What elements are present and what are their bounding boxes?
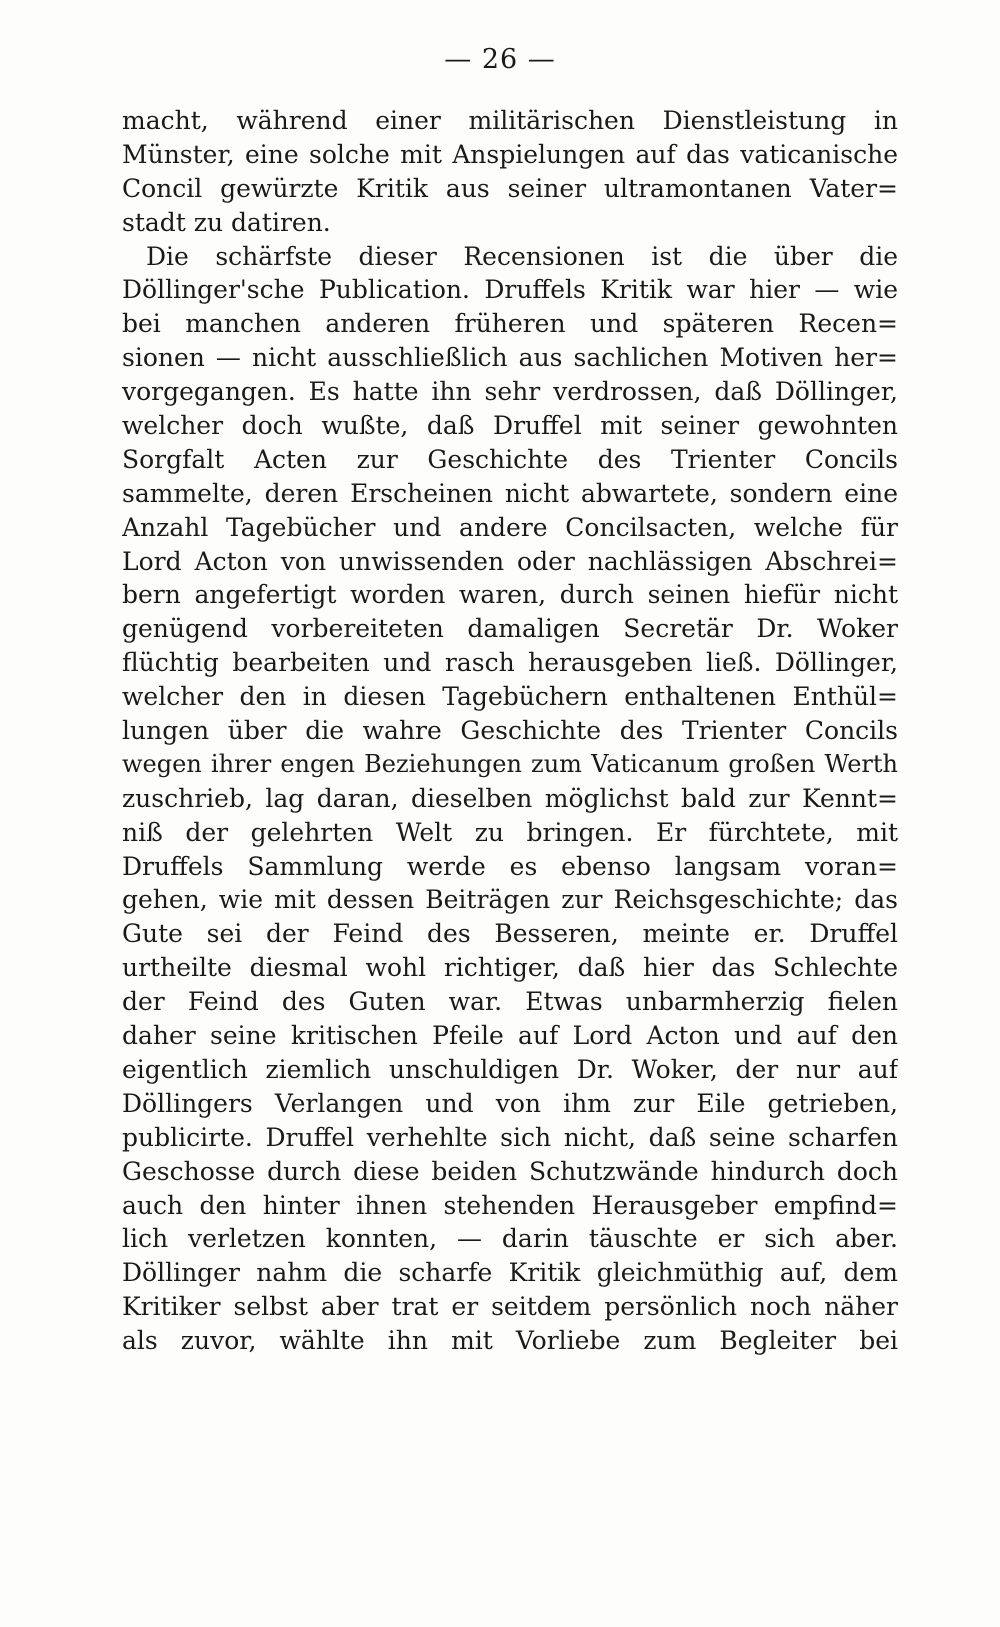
text-line: eigentlich ziemlich unschuldigen Dr. Woker, der nur auf (122, 1054, 898, 1084)
text-line: gehen, wie mit dessen Beiträgen zur Reichsgeschichte; das (122, 885, 898, 915)
text-line: macht, während einer militärischen Dienstleistung in (122, 106, 898, 135)
text-line: Kritiker selbst aber trat er seitdem persönlich noch näher (122, 1292, 898, 1322)
text-line: der Feind des Guten war. Etwas unbarmherzig fielen (122, 987, 898, 1017)
text-line: sionen — nicht ausschließlich aus sachlichen Motiven her= (122, 343, 898, 373)
text-line: Geschosse durch diese beiden Schutzwände hindurch doch (122, 1156, 898, 1186)
text-line: als zuvor, wählte ihn mit Vorliebe zum Begleiter bei (122, 1326, 898, 1356)
text-line: wegen ihrer engen Beziehungen zum Vaticanum großen Werth (122, 749, 898, 778)
text-line: welcher den in diesen Tagebüchern enthaltenen Enthül= (122, 682, 898, 712)
text-line: Druffels Sammlung werde es ebenso langsam voran= (122, 851, 898, 881)
text-line: genügend vorbereiteten damaligen Secretär Dr. Woker (122, 614, 898, 644)
text-line: vorgegangen. Es hatte ihn sehr verdrossen, daß Döllinger, (122, 377, 898, 407)
text-line: bern angefertigt worden waren, durch seinen hiefür nicht (122, 580, 898, 610)
text-line: Gute sei der Feind des Besseren, meinte er. Druffel (122, 919, 898, 949)
text-line: Döllinger'sche Publication. Druffels Kritik war hier — wie (122, 275, 898, 305)
text-line: flüchtig bearbeiten und rasch herausgeben ließ. Döllinger, (122, 648, 898, 678)
text-line: Döllingers Verlangen und von ihm zur Eile getrieben, (122, 1088, 898, 1118)
text-line: zuschrieb, lag daran, dieselben möglichst bald zur Kennt= (122, 783, 898, 813)
text-line: niß der gelehrten Welt zu bringen. Er fürchtete, mit (122, 817, 898, 847)
text-line: Münster, eine solche mit Anspielungen auf das vaticanische (122, 139, 898, 169)
text-line: welcher doch wußte, daß Druffel mit seiner gewohnten (122, 411, 898, 441)
text-line: publicirte. Druffel verhehlte sich nicht, daß seine scharfen (122, 1122, 898, 1152)
body-text (122, 104, 898, 1358)
text-line: Concil gewürzte Kritik aus seiner ultramontanen Vater= (122, 173, 898, 203)
text-line: daher seine kritischen Pfeile auf Lord Acton und auf den (122, 1021, 898, 1051)
text-line: sammelte, deren Erscheinen nicht abwartete, sondern eine (122, 478, 898, 508)
text-line: bei manchen anderen früheren und späteren Recen= (122, 309, 898, 339)
text-line: Lord Acton von unwissenden oder nachlässigen Abschrei= (122, 546, 898, 576)
text-line: Anzahl Tagebücher und andere Concilsacten, welche für (122, 512, 898, 542)
page-number: — 26 — (444, 44, 556, 75)
text-line: auch den hinter ihnen stehenden Herausgeber empfind= (122, 1190, 898, 1220)
text-line: urtheilte diesmal wohl richtiger, daß hier das Schlechte (122, 953, 898, 983)
text-line: Die schärfste dieser Recensionen ist die über die (146, 241, 898, 271)
text-line: lungen über die wahre Geschichte des Trienter Concils (122, 716, 898, 746)
text-line: stadt zu datiren. (122, 207, 331, 237)
text-line: lich verletzen konnten, — darin täuschte er sich aber. (122, 1224, 898, 1254)
text-line: Sorgfalt Acten zur Geschichte des Trienter Concils (122, 444, 898, 474)
text-line: Döllinger nahm die scharfe Kritik gleichmüthig auf, dem (122, 1258, 898, 1288)
